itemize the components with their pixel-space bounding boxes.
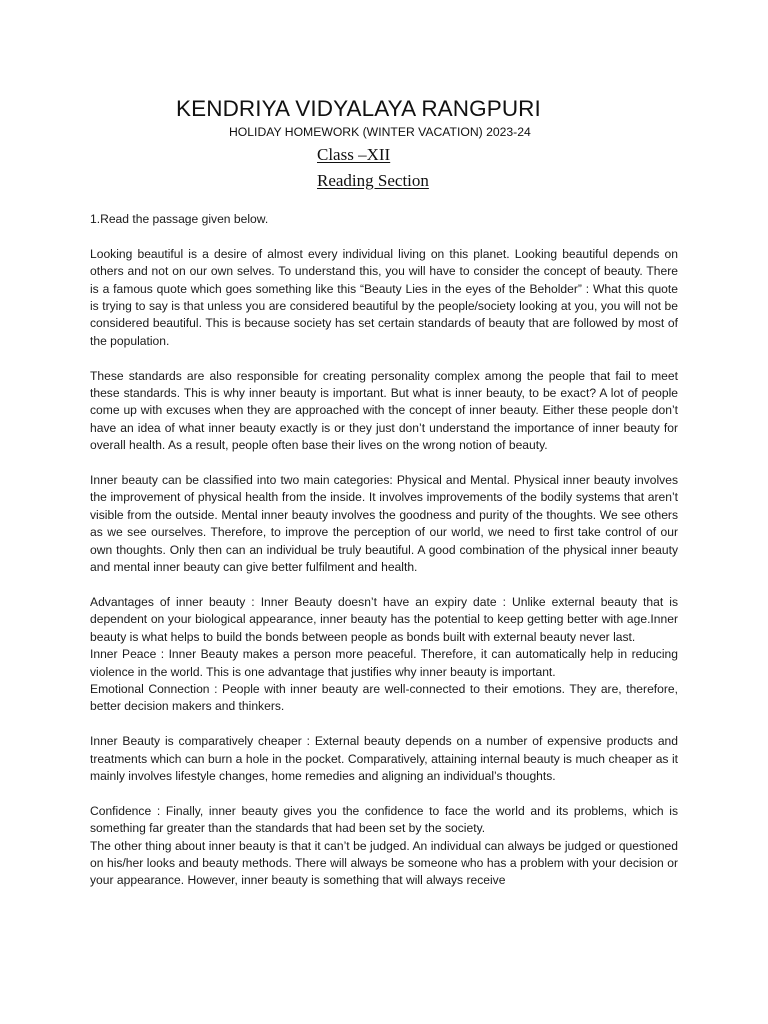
paragraph-8: Confidence : Finally, inner beauty gives you the confidence to face the world and its problems, which is something far greater than the standards that had been set by the society. xyxy=(90,803,678,836)
paragraph-9: The other thing about inner beauty is that it can’t be judged. An individual can always be judged or questioned on his/her looks and beauty methods. There will always be someone who has a problem with your decision or your appearance. However, inner beauty is something that will always receive xyxy=(90,838,678,888)
paragraph-1: Looking beautiful is a desire of almost every individual living on this planet. Looking beautiful depends on others and not on our own selves. To understand this, you will have to consider the concept of beauty. There is a famous quote which goes something like this “Beauty Lies in the eyes of the Beholder” : What this quote is trying to say is that unless you are considered beautiful by the people/society looking at you, you will not be considered beautiful. This is because society has set certain standards of beauty that are followed by most of the population. xyxy=(90,246,678,348)
paragraph-5: Inner Peace : Inner Beauty makes a person more peaceful. Therefore, it can automatically help in reducing violence in the world. This is one advantage that justifies why inner beauty is important. xyxy=(90,647,678,679)
paragraph-3: Inner beauty can be classified into two main categories: Physical and Mental. Physical inner beauty involves the improvement of physical health from the inside. It involves improvements of the bodily systems that aren’t visible from the outside. Mental inner beauty involves the goodness and purity of the thoughts. We see others as we see ourselves. Therefore, to improve the perception of our world, we need to first take control of our own thoughts. Only then can an individual be truly beautiful. A good combination of the physical inner beauty and mental inner beauty can give better fulfilment and health. xyxy=(90,473,678,575)
paragraph-6: Emotional Connection : People with inner beauty are well-connected to their emotions. They are, therefore, better decision makers and thinkers. xyxy=(90,681,678,714)
class-heading: Class –XII xyxy=(317,145,391,164)
paragraph-2: These standards are also responsible for creating personality complex among the people that fail to meet these standards. This is why inner beauty is important. But what is inner beauty, to be exact? A lot of people come up with excuses when they are approached with the concept of inner beauty. Either these people don’t have an idea of what inner beauty exactly is or they just don’t understand the importance of inner beauty for overall health. As a result, people often base their lives on the wrong notion of beauty. xyxy=(90,368,678,453)
section-heading: Reading Section xyxy=(317,171,429,190)
paragraph-4: Advantages of inner beauty : Inner Beauty doesn’t have an expiry date : Unlike external beauty that is dependent on your biological appearance, inner beauty has the potential to keep getting better with age.Inner beauty is what helps to build the bonds between people as bonds built with external beauty never last. xyxy=(90,594,678,644)
homework-subtitle: HOLIDAY HOMEWORK (WINTER VACATION) 2023-24 xyxy=(229,125,531,139)
paragraph-7: Inner Beauty is comparatively cheaper : External beauty depends on a number of expensive products and treatments which can burn a hole in the pocket. Comparatively, attaining internal beauty is much cheaper as it mainly involves lifestyle changes, home remedies and aligning an individual’s thoughts. xyxy=(90,734,678,783)
instruction-line: 1.Read the passage given below. xyxy=(90,212,269,226)
school-name: KENDRIYA VIDYALAYA RANGPURI xyxy=(176,96,541,121)
passage-body xyxy=(90,211,678,890)
